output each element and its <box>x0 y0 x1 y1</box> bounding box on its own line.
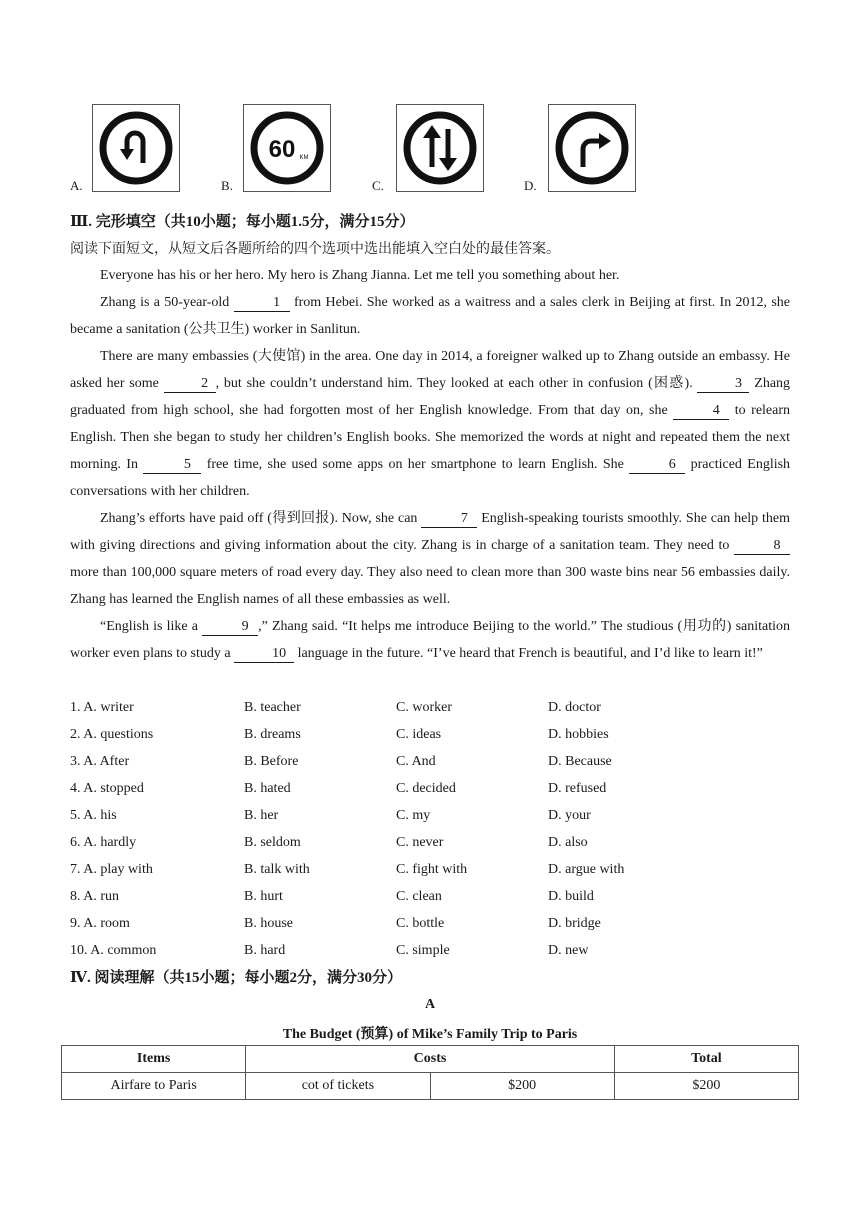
table-header-row <box>62 1046 799 1073</box>
sign-option-d <box>524 104 644 196</box>
option-letter: C. <box>372 178 384 193</box>
option-choice: 4. A. stopped <box>70 781 144 796</box>
option-choice: C. bottle <box>396 916 445 931</box>
paragraph-text: English-speaking tourists smoothly. She can help them with giving directions and giving information about the city. Zhang is in charge of a sanitation team. They need to <box>70 511 791 553</box>
option-choice: B. seldom <box>244 835 301 850</box>
option-choice: C. ideas <box>396 727 442 742</box>
two-way-traffic-sign-icon <box>396 104 484 192</box>
option-choice: D. refused <box>548 781 607 796</box>
table-title: The Budget (预算) of Mike’s Family Trip to Paris <box>282 1027 578 1042</box>
section-3-title: Ⅲ. 完形填空（共10小题；每小题1.5分，满分15分） <box>70 214 415 230</box>
header-costs: Costs <box>246 1046 615 1073</box>
sign-option-c <box>372 104 492 196</box>
option-choice: 6. A. hardly <box>70 835 137 850</box>
option-row <box>70 829 790 856</box>
paragraph-text: ,” Zhang said. “It helps me introduce Beijing to the world.” The studious (用功的) sanitation worker even plans to study a <box>70 619 790 661</box>
table-cell: $200 <box>430 1073 614 1100</box>
option-row <box>70 748 790 775</box>
section-4-title: Ⅳ. 阅读理解（共15小题；每小题2分，满分30分） <box>70 970 403 986</box>
paragraph-text: more than 100,000 square meters of road every day. They also need to clean more than 300 waste bins near 56 embassies daily. Zhang has learned the English names of all these embassies as well. <box>70 565 790 607</box>
blank-6: 6 <box>629 457 685 474</box>
option-choice: 2. A. questions <box>70 727 154 742</box>
option-choice: D. Because <box>548 754 612 769</box>
option-choice: B. talk with <box>244 862 310 877</box>
paragraph-text: There are many embassies (大使馆) in the area. One day in 2014, a foreigner walked up to Zhang outside an embassy. He asked her some <box>70 349 790 391</box>
option-choice: C. And <box>396 754 436 769</box>
option-choice: 9. A. room <box>70 916 130 931</box>
option-choice: 7. A. play with <box>70 862 153 877</box>
option-choice: C. decided <box>396 781 456 796</box>
option-letter: A. <box>70 178 83 193</box>
table-row <box>62 1073 799 1100</box>
paragraph-text: Zhang’s efforts have paid off (得到回报). Now, she can <box>100 511 418 526</box>
paragraph-text: language in the future. “I’ve heard that French is beautiful, and I’d like to learn it!” <box>297 646 763 661</box>
option-choice: D. your <box>548 808 591 823</box>
option-choice: C. simple <box>396 943 450 958</box>
section-3-instruction: 阅读下面短文，从短文后各题所给的四个选项中选出能填入空白处的最佳答案。 <box>70 242 560 257</box>
paragraph-text: Zhang is a 50-year-old <box>100 295 230 310</box>
u-turn-sign-icon <box>92 104 180 192</box>
blank-9: 9 <box>202 619 258 636</box>
option-choice: B. hard <box>244 943 286 958</box>
blank-5: 5 <box>143 457 201 474</box>
speed-limit-60-sign-icon <box>243 104 331 192</box>
option-row <box>70 856 790 883</box>
option-letter: B. <box>221 178 233 193</box>
blank-2: 2 <box>164 376 216 393</box>
option-choice: B. house <box>244 916 293 931</box>
passage-paragraph-3 <box>70 343 790 505</box>
option-row <box>70 721 790 748</box>
option-choice: 10. A. common <box>70 943 157 958</box>
option-choice: B. hated <box>244 781 291 796</box>
table-cell: $200 <box>614 1073 798 1100</box>
turn-right-sign-icon <box>548 104 636 192</box>
option-row <box>70 802 790 829</box>
passage-paragraph-2 <box>70 289 790 343</box>
blank-10: 10 <box>234 646 294 663</box>
option-row <box>70 937 790 964</box>
option-choice: C. fight with <box>396 862 468 877</box>
option-choice: D. hobbies <box>548 727 609 742</box>
budget-table <box>61 1045 799 1100</box>
table-cell: cot of tickets <box>246 1073 430 1100</box>
option-choice: C. never <box>396 835 444 850</box>
table-cell: Airfare to Paris <box>62 1073 246 1100</box>
passage-paragraph-1 <box>70 262 790 289</box>
option-choice: D. argue with <box>548 862 625 877</box>
option-choice: C. my <box>396 808 431 823</box>
option-choice: D. bridge <box>548 916 601 931</box>
blank-7: 7 <box>421 511 477 528</box>
option-choice: B. hurt <box>244 889 283 904</box>
paragraph-text: practiced English conversations with her children. <box>70 457 791 499</box>
option-choice: D. build <box>548 889 594 904</box>
paragraph-text: Everyone has his or her hero. My hero is Zhang Jianna. Let me tell you something about her. <box>100 268 620 283</box>
blank-8: 8 <box>734 538 790 555</box>
option-choice: D. doctor <box>548 700 601 715</box>
option-choice: C. worker <box>396 700 452 715</box>
sign-option-a <box>70 104 190 196</box>
paragraph-text: , but she couldn’t understand him. They looked at each other in confusion (困惑). <box>215 376 693 391</box>
passage-paragraph-4 <box>70 505 790 613</box>
option-choice: B. teacher <box>244 700 301 715</box>
speed-unit: KM <box>299 155 309 161</box>
option-row <box>70 910 790 937</box>
paragraph-text: to relearn English. Then she began to study her children’s English books. She memorized the words at night and repeated them the next morning. In <box>70 403 791 472</box>
speed-value: 60 <box>268 136 296 163</box>
option-row <box>70 775 790 802</box>
option-choice: D. new <box>548 943 589 958</box>
option-choice: B. her <box>244 808 279 823</box>
blank-4: 4 <box>673 403 729 420</box>
paragraph-text: from Hebei. She worked as a waitress and a sales clerk in Beijing at first. In 2012, she became a sanitation (公共卫生) worker in Sanlitun. <box>70 295 791 337</box>
passage-paragraph-5 <box>70 613 790 667</box>
part-label: A <box>424 997 436 1012</box>
option-choice: D. also <box>548 835 588 850</box>
option-choice: 5. A. his <box>70 808 117 823</box>
option-choice: B. Before <box>244 754 299 769</box>
paragraph-text: free time, she used some apps on her smartphone to learn English. She <box>206 457 624 472</box>
option-choice: 1. A. writer <box>70 700 134 715</box>
header-total: Total <box>614 1046 798 1073</box>
option-row <box>70 694 790 721</box>
option-choice: 3. A. After <box>70 754 130 769</box>
option-choice: 8. A. run <box>70 889 119 904</box>
header-items: Items <box>62 1046 246 1073</box>
option-choice: B. dreams <box>244 727 301 742</box>
paragraph-text: Zhang graduated from high school, she had forgotten most of her English knowledge. From that day on, she <box>70 376 791 418</box>
sign-option-b <box>221 104 341 196</box>
paragraph-text: “English is like a <box>100 619 198 634</box>
option-choice: C. clean <box>396 889 442 904</box>
blank-1: 1 <box>234 295 290 312</box>
option-letter: D. <box>524 178 537 193</box>
blank-3: 3 <box>697 376 749 393</box>
option-row <box>70 883 790 910</box>
